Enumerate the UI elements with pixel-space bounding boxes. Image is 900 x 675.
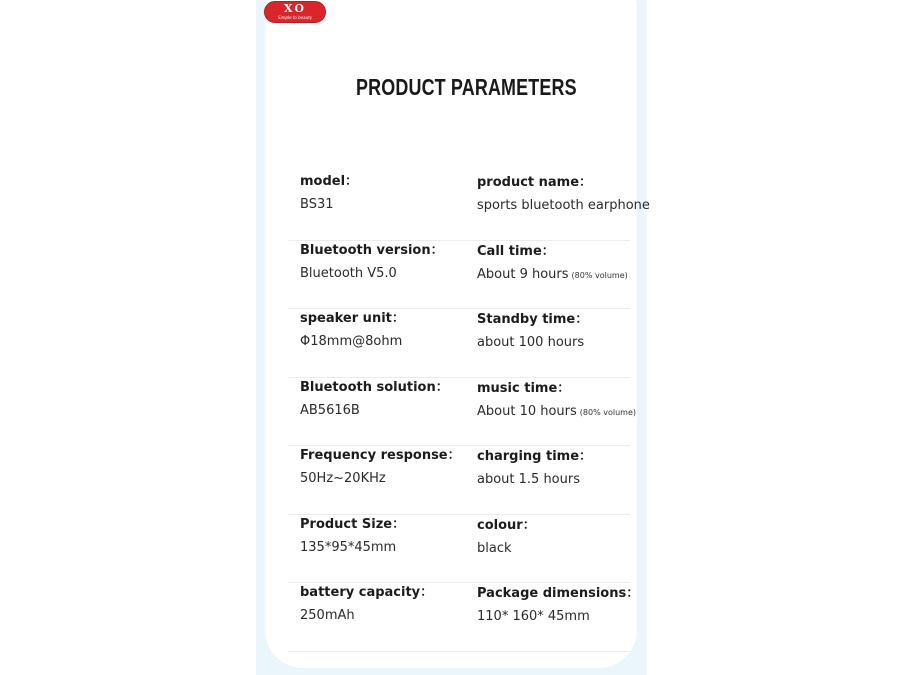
parameter-cell [477, 309, 588, 352]
parameter-cell [300, 309, 405, 351]
parameter-row [288, 241, 630, 310]
parameter-row [288, 446, 630, 515]
param-value: black [477, 540, 512, 556]
param-value: BS31 [300, 197, 334, 212]
param-label: Package dimensions： [477, 586, 640, 601]
param-value-with-note [477, 403, 636, 422]
param-value: about 1.5 hours [477, 472, 580, 487]
param-label: Bluetooth version： [300, 242, 444, 258]
logo-tagline: Simple to beauty [277, 15, 313, 20]
param-label: Frequency response： [300, 448, 461, 463]
parameter-cell [477, 446, 592, 489]
parameter-cell [477, 583, 639, 626]
parameter-cell [477, 172, 650, 215]
param-label: Bluetooth solution： [300, 379, 449, 395]
param-label: battery capacity： [300, 585, 434, 600]
param-label: Standby time： [477, 312, 589, 327]
param-label: product name： [477, 175, 593, 190]
parameter-cell [300, 583, 433, 625]
param-label: Product Size： [300, 516, 406, 532]
param-value: Bluetooth V5.0 [300, 265, 397, 281]
param-value: About 10 hours [477, 403, 577, 419]
parameter-cell [300, 378, 449, 420]
param-label: colour： [477, 517, 536, 533]
param-note: (80% volume) [571, 270, 628, 280]
parameter-row [288, 515, 630, 584]
parameter-row [288, 172, 650, 241]
param-label: Call time： [477, 243, 555, 259]
param-label: charging time： [477, 449, 593, 464]
parameter-table [288, 172, 650, 652]
param-value: About 9 hours [477, 266, 569, 282]
param-value: AB5616B [300, 402, 360, 418]
parameter-row [288, 309, 630, 378]
parameter-row [288, 583, 640, 652]
logo-mark: XO [284, 2, 306, 15]
parameter-cell [300, 241, 444, 283]
parameter-cell [300, 446, 461, 488]
param-value: Φ18mm@8ohm [300, 334, 403, 349]
parameter-cell [300, 172, 358, 214]
param-value: sports bluetooth earphone [477, 198, 650, 213]
card-edge [646, 0, 647, 675]
param-value-with-note [477, 266, 628, 285]
parameter-cell [477, 241, 628, 285]
param-value: 135*95*45mm [300, 539, 397, 555]
page-title: PRODUCT PARAMETERS [356, 74, 577, 100]
parameter-cell [300, 515, 405, 557]
param-label: model： [300, 174, 359, 189]
param-value: 50Hz~20KHz [300, 471, 386, 486]
param-value: 250mAh [300, 608, 355, 623]
parameter-cell [477, 515, 536, 558]
param-note: (80% volume) [579, 407, 636, 417]
parameter-cell [477, 378, 636, 422]
brand-logo [264, 1, 326, 23]
param-label: speaker unit： [300, 311, 405, 326]
param-value: about 100 hours [477, 335, 585, 350]
parameter-row [288, 378, 636, 447]
param-label: music time： [477, 380, 571, 396]
param-value: 110* 160* 45mm [477, 609, 590, 624]
